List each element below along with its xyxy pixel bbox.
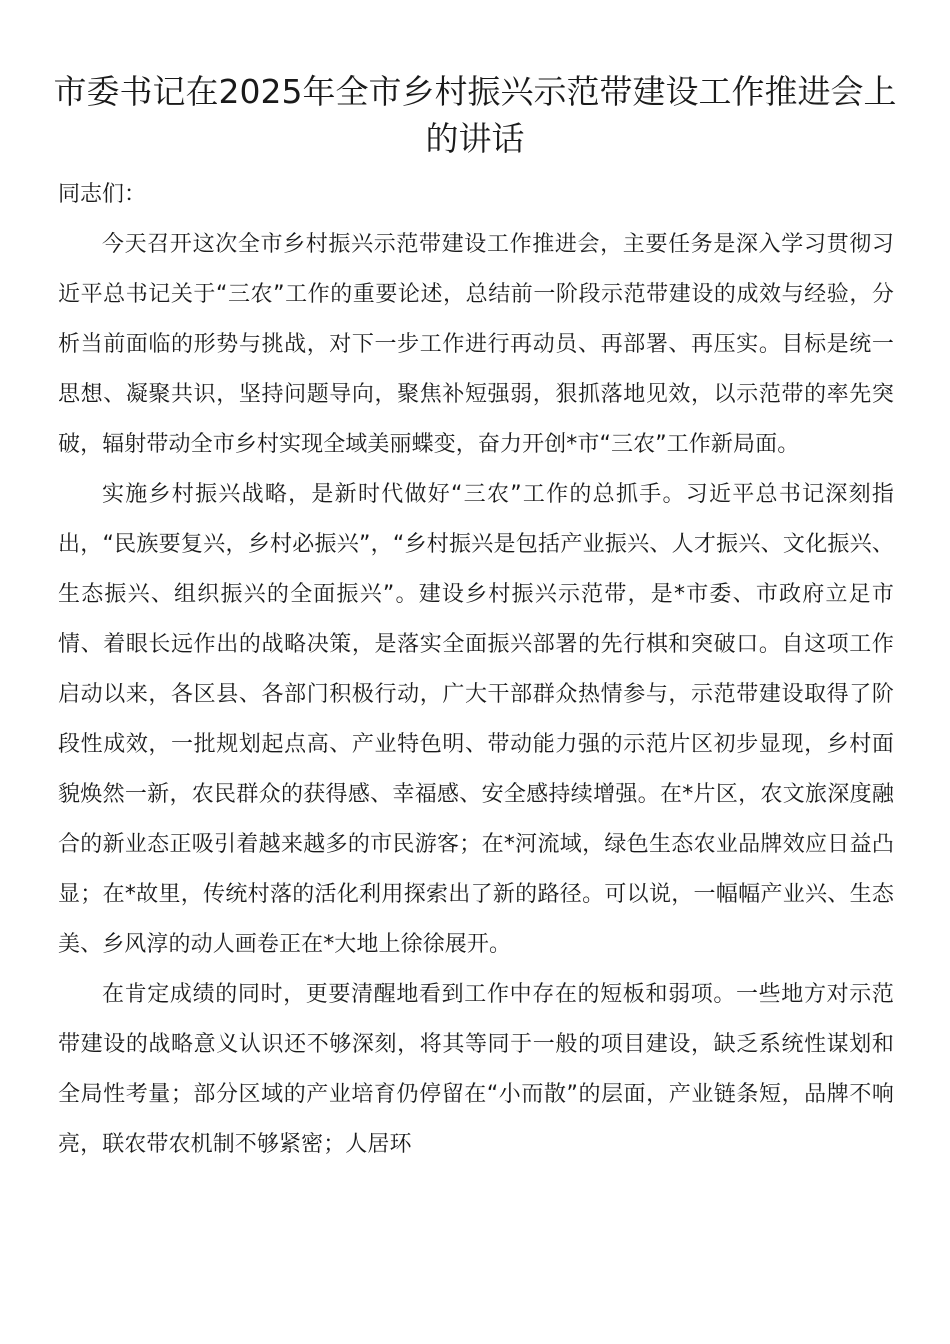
paragraph-1: 今天召开这次全市乡村振兴示范带建设工作推进会，主要任务是深入学习贯彻习近平总书记关于“三农”工作的重要论述，总结前一阶段示范带建设的成效与经验，分析当前面临的形势与挑战，对下一步工作进行再动员、再部署、再压实。目标是统一思想、凝聚共识，坚持问题导向，聚焦补短强弱，狠抓落地见效，以示范带的率先突破，辐射带动全市乡村实现全域美丽蝶变，奋力开创*市“三农”工作新局面。 [58,232,894,457]
paragraph-3: 在肯定成绩的同时，更要清醒地看到工作中存在的短板和弱项。一些地方对示范带建设的战略意义认识还不够深刻，将其等同于一般的项目建设，缺乏系统性谋划和全局性考量；部分区域的产业培育仍停留在“小而散”的层面，产业链条短，品牌不响亮，联农带农机制不够紧密；人居环 [58,982,894,1157]
salutation: 同志们： [58,182,147,207]
paragraph-2: 实施乡村振兴战略，是新时代做好“三农”工作的总抓手。习近平总书记深刻指出，“民族要复兴，乡村必振兴”，“乡村振兴是包括产业振兴、人才振兴、文化振兴、生态振兴、组织振兴的全面振兴”。建设乡村振兴示范带，是*市委、市政府立足市情、着眼长远作出的战略决策，是落实全面振兴部署的先行棋和突破口。自这项工作启动以来，各区县、各部门积极行动，广大干部群众热情参与，示范带建设取得了阶段性成效，一批规划起点高、产业特色明、带动能力强的示范片区初步显现，乡村面貌焕然一新，农民群众的获得感、幸福感、安全感持续增强。在*片区，农文旅深度融合的新业态正吸引着越来越多的市民游客；在*河流域，绿色生态农业品牌效应日益凸显；在*故里，传统村落的活化利用探索出了新的路径。可以说，一幅幅产业兴、生态美、乡风淳的动人画卷正在*大地上徐徐展开。 [58,482,894,957]
document-body [58,170,894,1170]
document-title: 市委书记在2025年全市乡村振兴示范带建设工作推进会上的讲话 [53,72,897,158]
